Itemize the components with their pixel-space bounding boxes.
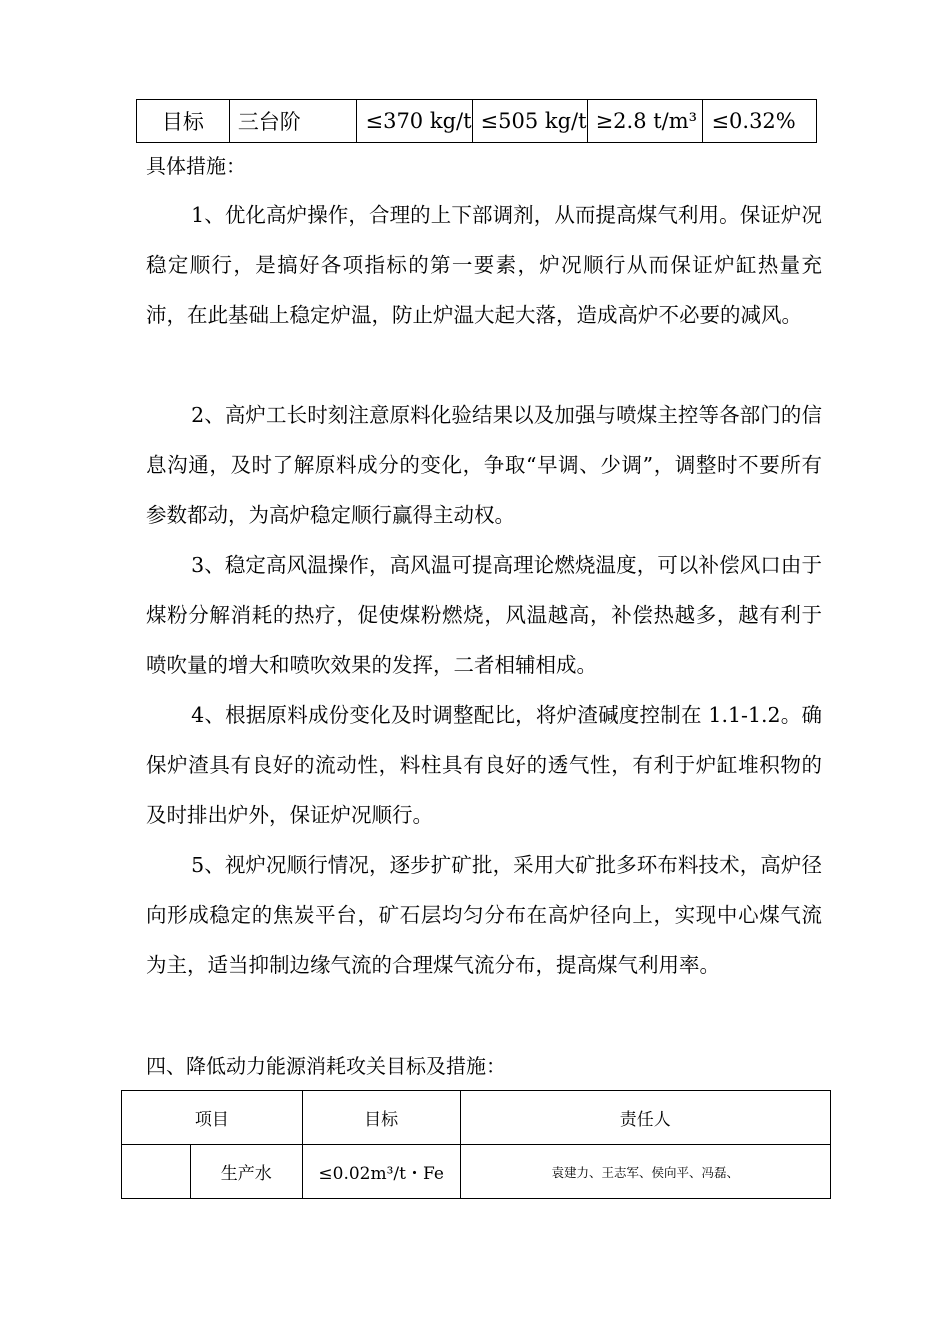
measure-1: 1、优化高炉操作，合理的上下部调剂，从而提高煤气利用。保证炉况稳定顺行，是搞好各项指标的第一要素，炉况顺行从而保证炉缸热量充沛，在此基础上稳定炉温，防止炉温大起大落，造成高炉不必要的减风。 bbox=[146, 203, 822, 327]
header-item: 项目 bbox=[122, 1091, 303, 1145]
table-cell-coke-rate: ≤370 kg/t bbox=[357, 100, 472, 143]
measure-2: 2、高炉工长时刻注意原料化验结果以及加强与喷煤主控等各部门的信息沟通，及时了解原料成分的变化，争取“早调、少调”，调整时不要所有参数都动，为高炉稳定顺行赢得主动权。 bbox=[146, 403, 822, 527]
cell-responsible: 袁建力、王志军、侯向平、冯磊、 bbox=[460, 1145, 830, 1199]
measure-3: 3、稳定高风温操作，高风温可提高理论燃烧温度，可以补偿风口由于煤粉分解消耗的热疗，促使煤粉燃烧，风温越高，补偿热越多，越有利于喷吹量的增大和喷吹效果的发挥，二者相辅相成。 bbox=[146, 553, 822, 677]
cell-category bbox=[122, 1145, 191, 1199]
table-cell-percentage: ≤0.32% bbox=[703, 100, 817, 143]
measure-5: 5、视炉况顺行情况，逐步扩矿批，采用大矿批多环布料技术，高炉径向形成稳定的焦炭平台，矿石层均匀分布在高炉径向上，实现中心煤气流为主，适当抑制边缘气流的合理煤气流分布，提高煤气利用率。 bbox=[146, 853, 822, 977]
measure-paragraph bbox=[146, 840, 822, 990]
table-cell-label: 目标 bbox=[137, 100, 230, 143]
measure-paragraph bbox=[146, 540, 822, 690]
table-row bbox=[122, 1145, 831, 1199]
cell-item: 生产水 bbox=[190, 1145, 302, 1199]
target-indicator-table bbox=[136, 99, 817, 143]
measure-paragraph bbox=[146, 190, 822, 340]
measure-paragraph bbox=[146, 390, 822, 540]
table-cell-utilization: ≥2.8 t/m³ bbox=[587, 100, 703, 143]
section-4-heading: 四、降低动力能源消耗攻关目标及措施： bbox=[146, 1054, 506, 1078]
header-responsible: 责任人 bbox=[460, 1091, 830, 1145]
table-header-row bbox=[122, 1091, 831, 1145]
measure-4: 4、根据原料成份变化及时调整配比，将炉渣碱度控制在 1.1-1.2。确保炉渣具有良好的流动性，料柱具有良好的透气性，有利于炉缸堆积物的及时排出炉外，保证炉况顺行。 bbox=[146, 703, 822, 827]
table-cell-fuel-rate: ≤505 kg/t bbox=[472, 100, 587, 143]
energy-target-table bbox=[121, 1090, 831, 1199]
table-cell-stage: 三台阶 bbox=[229, 100, 357, 143]
measures-heading: 具体措施： bbox=[146, 154, 246, 178]
table-row bbox=[137, 100, 817, 143]
header-target: 目标 bbox=[302, 1091, 460, 1145]
cell-target: ≤0.02m³/t・Fe bbox=[302, 1145, 460, 1199]
measure-paragraph bbox=[146, 690, 822, 840]
